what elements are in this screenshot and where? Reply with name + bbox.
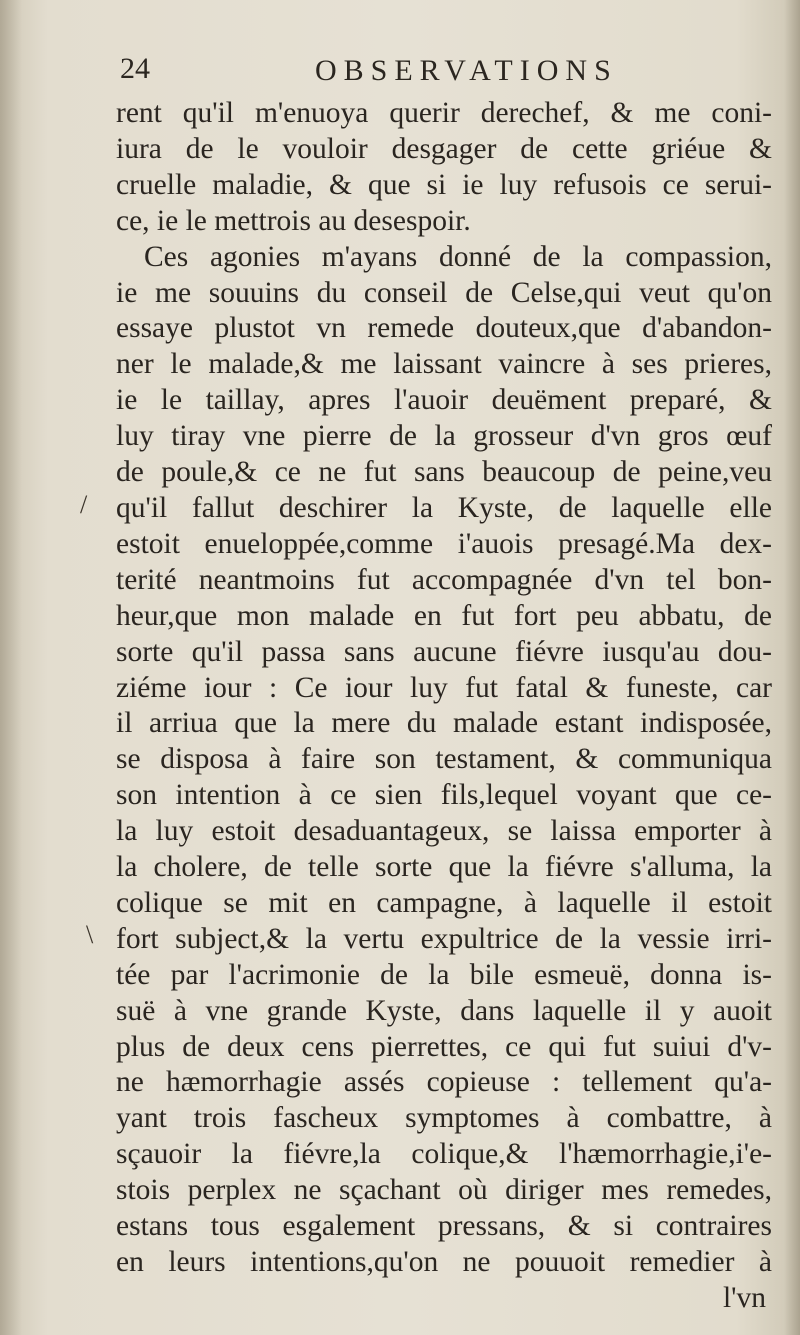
text-line: cruelle maladie, & que si ie luy refusois ce serui-: [116, 168, 772, 201]
text-line: estoit enueloppée,comme i'auois presagé.Ma dex-: [116, 527, 772, 560]
text-line: sçauoir la fiévre,la colique,& l'hæmorrhagie,i'e-: [116, 1138, 772, 1171]
text-line: ner le malade,& me laissant vaincre à ses prieres,: [116, 348, 772, 381]
margin-mark-backslash: \: [86, 920, 94, 949]
text-line: fort subject,& la vertu expultrice de la vessie irri-: [116, 922, 772, 955]
text-line: estans tous esgalement pressans, & si contraires: [116, 1210, 772, 1243]
text-line: rent qu'il m'enuoya querir derechef, & me coni-: [116, 97, 772, 129]
body-text: [116, 96, 772, 1317]
text-line: stois perplex ne sçachant où diriger mes remedes,: [116, 1174, 772, 1207]
page-shadow-left: [0, 0, 22, 1335]
text-line: heur,que mon malade en fut fort peu abbatu, de: [116, 599, 772, 632]
text-line: ziéme iour : Ce iour luy fut fatal & funeste, car: [116, 671, 772, 704]
text-line: terité neantmoins fut accompagnée d'vn tel bon-: [116, 563, 772, 596]
text-line: plus de deux cens pierrettes, ce qui fut suiui d'v-: [116, 1030, 772, 1063]
text-line: il arriua que la mere du malade estant indisposée,: [116, 707, 772, 740]
text-line: la luy estoit desaduantageux, se laissa emporter à: [116, 815, 772, 848]
paragraph-start-line: Ces agonies m'ayans donné de la compassion,: [144, 240, 772, 273]
text-line: suë à vne grande Kyste, dans laquelle il y auoit: [116, 994, 772, 1027]
text-line: ie me souuins du conseil de Celse,qui veut qu'on: [116, 276, 772, 309]
text-line: ne hæmorrhagie assés copieuse : tellement qu'a-: [116, 1066, 772, 1099]
text-line: qu'il fallut deschirer la Kyste, de laquelle elle: [116, 491, 772, 524]
page-number: 24: [120, 52, 150, 85]
text-line: la cholere, de telle sorte que la fiévre s'alluma, la: [116, 851, 772, 884]
text-line: en leurs intentions,qu'on ne pouuoit remedier à: [116, 1246, 772, 1278]
text-line: sorte qu'il passa sans aucune fiévre iusqu'au dou-: [116, 635, 772, 668]
margin-mark-slash: /: [80, 490, 88, 519]
text-line: tée par l'acrimonie de la bile esmeuë, donna is-: [116, 958, 772, 991]
text-line: iura de le vouloir desgager de cette griéue &: [116, 132, 772, 165]
text-line: ie le taillay, apres l'auoir deuëment preparé, &: [116, 384, 772, 417]
text-line: essaye plustot vn remede douteux,que d'abandon-: [116, 312, 772, 345]
text-line: yant trois fascheux symptomes à combattre, à: [116, 1102, 772, 1135]
page-shadow-right: [784, 0, 800, 1335]
text-line: luy tiray vne pierre de la grosseur d'vn gros œuf: [116, 420, 772, 453]
text-line: colique se mit en campagne, à laquelle il estoit: [116, 886, 772, 919]
catchword: l'vn: [722, 1281, 766, 1314]
text-line: son intention à ce sien fils,lequel voyant que ce-: [116, 779, 772, 812]
running-title: OBSERVATIONS: [315, 54, 618, 87]
text-line: de poule,& ce ne fut sans beaucoup de peine,veu: [116, 456, 772, 489]
text-line: ce, ie le mettrois au desespoir.: [116, 204, 471, 237]
text-line: se disposa à faire son testament, & communiqua: [116, 743, 772, 776]
page-header: [120, 48, 720, 90]
